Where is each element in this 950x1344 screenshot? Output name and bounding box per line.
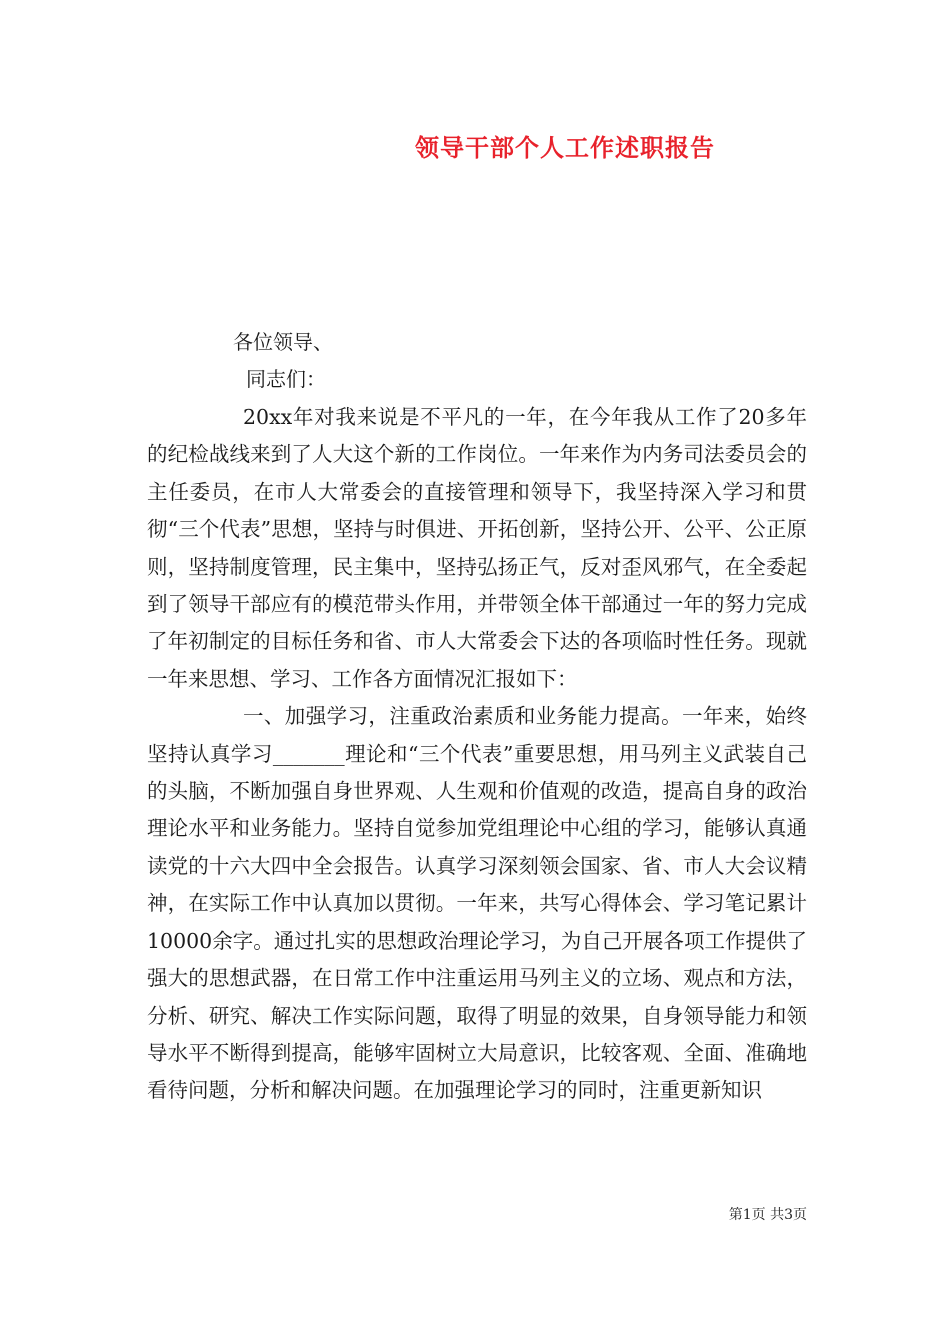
document-title: 领导干部个人工作述职报告 [415, 133, 715, 162]
body-paragraph: 一、加强学习，注重政治素质和业务能力提高。一年来，始终坚持认真学习_______理论和“三个代表”重要思想，用马列主义武装自己的头脑，不断加强自身世界观、人生观和价值观的改造，提高自身的政治理论水平和业务能力。坚持自觉参加党组理论中心组的学习，能够认真通读党的十六大四中全会报告。认真学习深刻领会国家、省、市人大会议精神，在实际工作中认真加以贯彻。一年来，共写心得体会、学习笔记累计10000余字。通过扎实的思想政治理论学习，为自己开展各项工作提供了强大的思想武器，在日常工作中注重运用马列主义的立场、观点和方法，分析、研究、解决工作实际问题，取得了明显的效果，自身领导能力和领导水平不断得到提高，能够牢固树立大局意识，比较客观、全面、准确地看待问题，分析和解决问题。在加强理论学习的同时，注重更新知识 [147, 704, 807, 1103]
salutation-line-2: 同志们： [246, 367, 326, 391]
salutation-line-1: 各位领导、 [233, 330, 333, 354]
body-paragraph: 20xx年对我来说是不平凡的一年，在今年我从工作了20多年的纪检战线来到了人大这个新的工作岗位。一年来作为内务司法委员会的主任委员，在市人大常委会的直接管理和领导下，我坚持深入学习和贯彻“三个代表”思想，坚持与时俱进、开拓创新，坚持公开、公平、公正原则，坚持制度管理，民主集中，坚持弘扬正气，反对歪风邪气，在全委起到了领导干部应有的模范带头作用，并带领全体干部通过一年的努力完成了年初制定的目标任务和省、市人大常委会下达的各项临时性任务。现就一年来思想、学习、工作各方面情况汇报如下： [147, 405, 807, 691]
page-number-footer: 第1页 共3页 [728, 1207, 807, 1223]
document-body [147, 399, 807, 1110]
